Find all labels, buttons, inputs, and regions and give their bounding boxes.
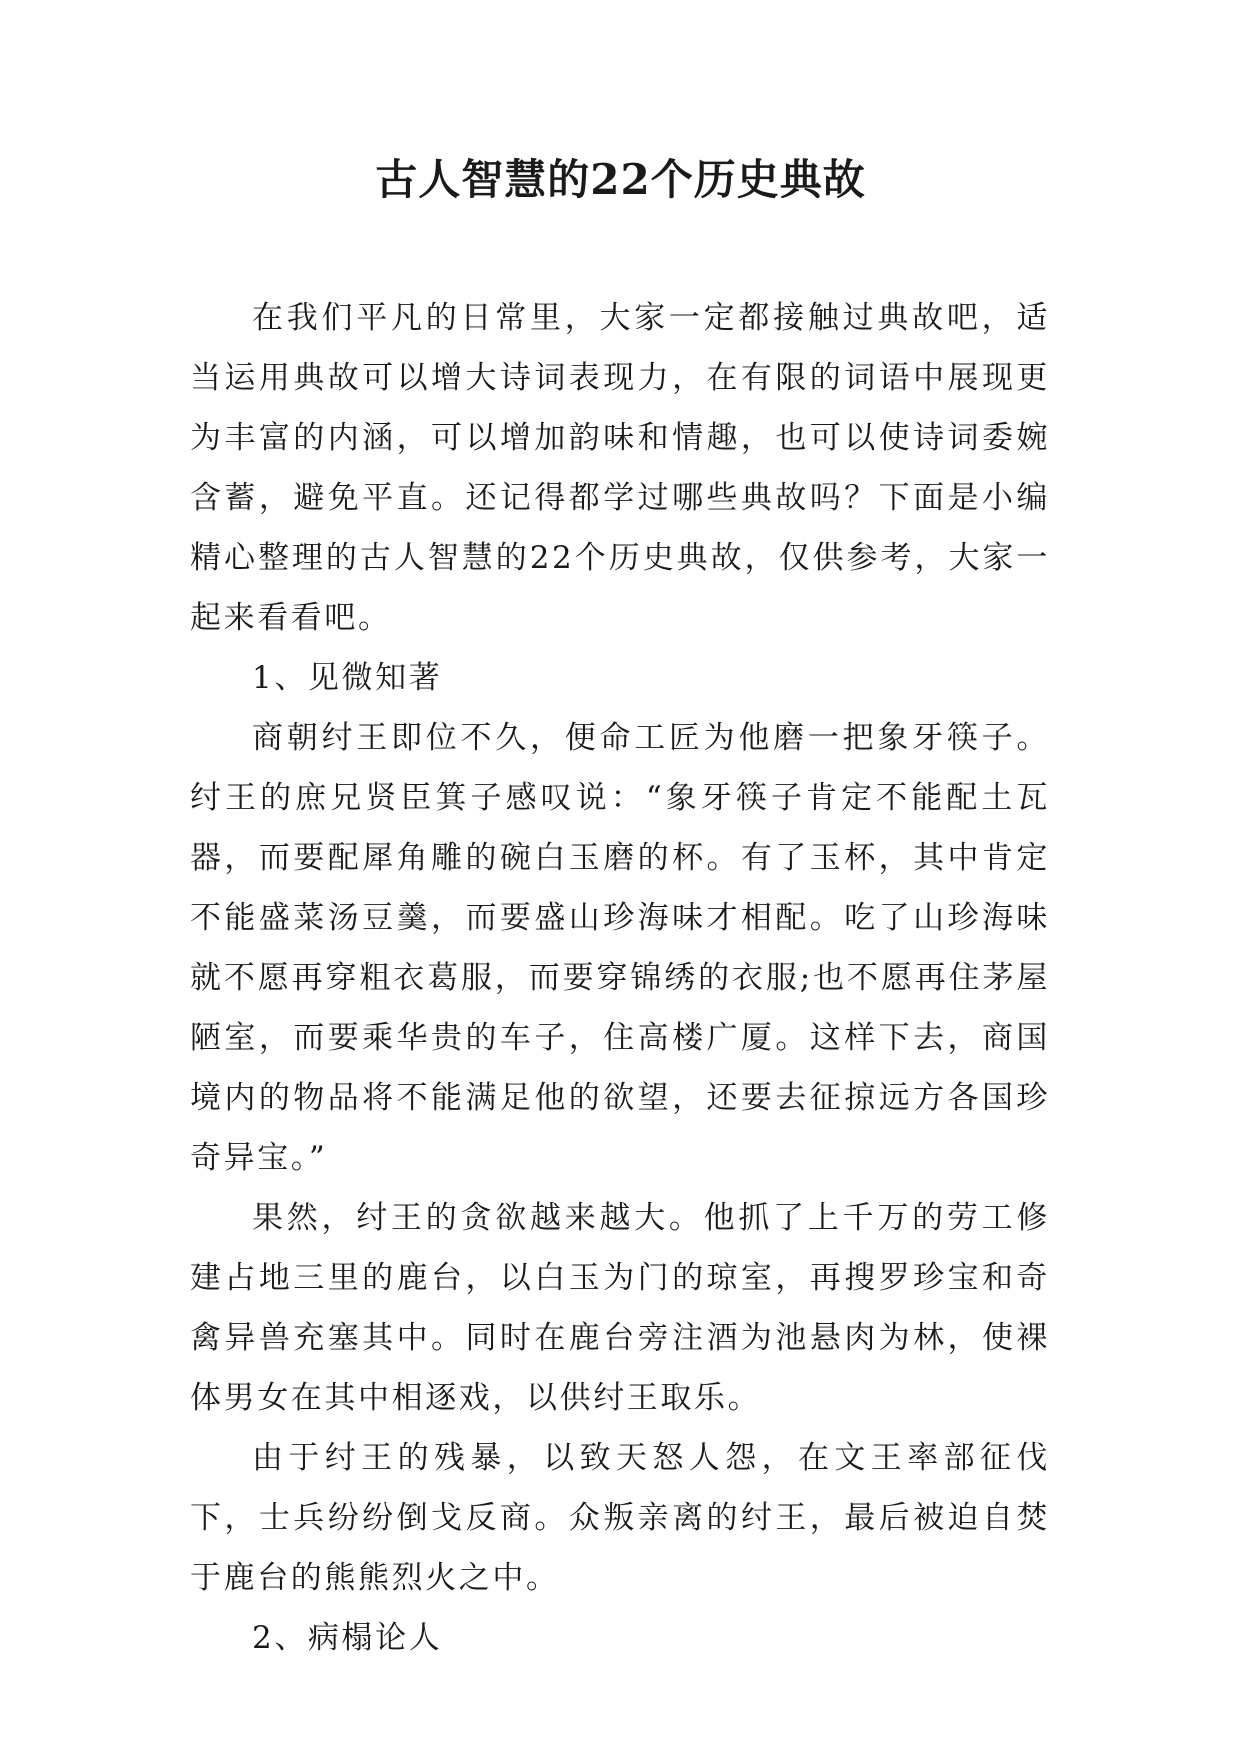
- document-title: 古人智慧的22个历史典故: [375, 155, 866, 204]
- document-body: [190, 288, 1050, 1668]
- section-heading-1: 1、见微知著: [252, 660, 443, 696]
- story-paragraph: 商朝纣王即位不久，便命工匠为他磨一把象牙筷子。纣王的庶兄贤臣箕子感叹说：“象牙筷子肯定不能配土瓦器，而要配犀角雕的碗白玉磨的杯。有了玉杯，其中肯定不能盛菜汤豆羹，而要盛山珍海味才相配。吃了山珍海味就不愿再穿粗衣葛服，而要穿锦绣的衣服;也不愿再住茅屋陋室，而要乘华贵的车子，住高楼广厦。这样下去，商国境内的物品将不能满足他的欲望，还要去征掠远方各国珍奇异宝。”: [190, 720, 1050, 1176]
- story-paragraph: 由于纣王的残暴，以致天怒人怨，在文王率部征伐下，士兵纷纷倒戈反商。众叛亲离的纣王，最后被迫自焚于鹿台的熊熊烈火之中。: [190, 1440, 1050, 1596]
- section-heading-2: 2、病榻论人: [252, 1620, 443, 1656]
- intro-paragraph: 在我们平凡的日常里，大家一定都接触过典故吧，适当运用典故可以增大诗词表现力，在有限的词语中展现更为丰富的内涵，可以增加韵味和情趣，也可以使诗词委婉含蓄，避免平直。还记得都学过哪些典故吗？下面是小编精心整理的古人智慧的22个历史典故，仅供参考，大家一起来看看吧。: [190, 300, 1050, 636]
- story-paragraph: 果然，纣王的贪欲越来越大。他抓了上千万的劳工修建占地三里的鹿台，以白玉为门的琼室，再搜罗珍宝和奇禽异兽充塞其中。同时在鹿台旁注酒为池悬肉为林，使裸体男女在其中相逐戏，以供纣王取乐。: [190, 1200, 1050, 1416]
